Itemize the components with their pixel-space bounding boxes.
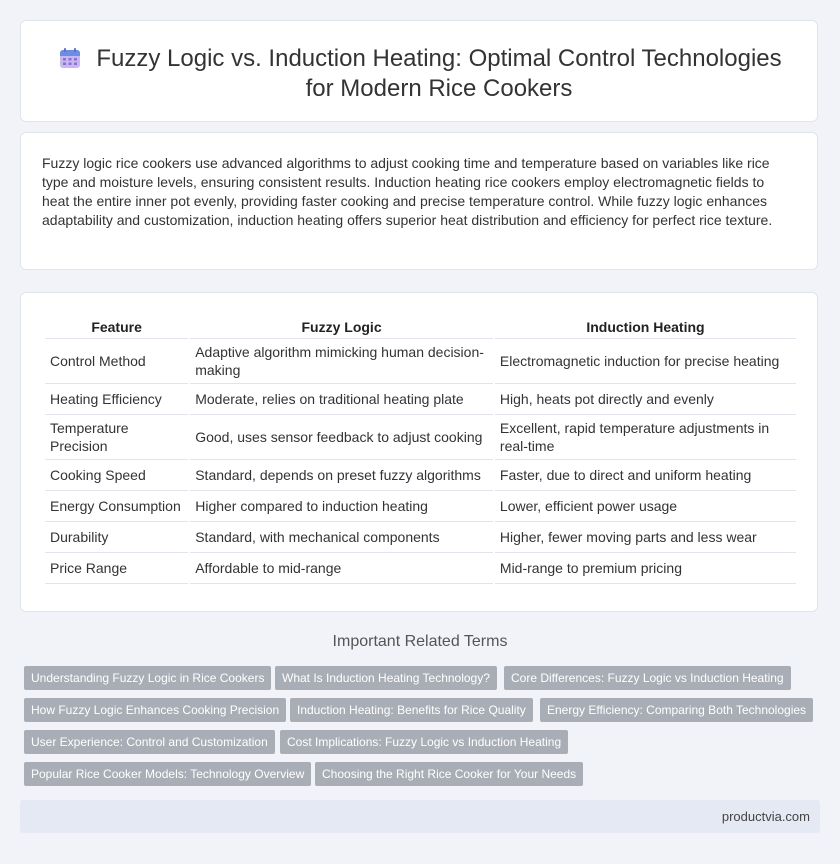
related-term-tag[interactable]: How Fuzzy Logic Enhances Cooking Precision — [24, 698, 286, 722]
comparison-table — [43, 315, 798, 584]
feature-cell: Cooking Speed — [45, 460, 188, 491]
related-term-tag[interactable]: Understanding Fuzzy Logic in Rice Cookers — [24, 666, 271, 690]
induction-heating-cell: Higher, fewer moving parts and less wear — [495, 522, 796, 553]
comparison-table-card — [20, 292, 818, 612]
table-row — [45, 415, 796, 460]
fuzzy-logic-cell: Higher compared to induction heating — [190, 491, 493, 522]
footer-site[interactable]: productvia.com — [721, 809, 810, 824]
related-terms-title: Important Related Terms — [332, 633, 508, 650]
induction-heating-cell: High, heats pot directly and evenly — [495, 384, 796, 415]
related-term-tag[interactable]: Cost Implications: Fuzzy Logic vs Induction Heating — [280, 730, 568, 754]
table-row — [45, 384, 796, 415]
fuzzy-logic-cell: Moderate, relies on traditional heating plate — [190, 384, 493, 415]
table-row — [45, 522, 796, 553]
fuzzy-logic-cell: Standard, with mechanical components — [190, 522, 493, 553]
induction-heating-cell: Lower, efficient power usage — [495, 491, 796, 522]
header-induction-heating: Induction Heating — [495, 315, 796, 339]
feature-cell: Temperature Precision — [45, 415, 188, 460]
related-term-tag[interactable]: Core Differences: Fuzzy Logic vs Induction Heating — [504, 666, 791, 690]
table-row — [45, 460, 796, 491]
intro-text: Fuzzy logic rice cookers use advanced algorithms to adjust cooking time and temperature based on variables like rice type and moisture levels, ensuring consistent results. Induction heating rice cookers employ electromagnetic fields to heat the entire inner pot evenly, providing faster cooking and precise temperature control. While fuzzy logic enhances adaptability and customization, induction heating offers superior heat distribution and efficiency for perfect rice texture. — [42, 155, 773, 228]
feature-cell: Price Range — [45, 553, 188, 584]
induction-heating-cell: Electromagnetic induction for precise heating — [495, 339, 796, 384]
table-header-row — [45, 315, 796, 339]
feature-cell: Energy Consumption — [45, 491, 188, 522]
related-term-tag[interactable]: Popular Rice Cooker Models: Technology Overview — [24, 762, 311, 786]
induction-heating-cell: Excellent, rapid temperature adjustments in real-time — [495, 415, 796, 460]
header-fuzzy-logic: Fuzzy Logic — [190, 315, 493, 339]
fuzzy-logic-cell: Affordable to mid-range — [190, 553, 493, 584]
related-term-tag[interactable]: Induction Heating: Benefits for Rice Quality — [290, 698, 533, 722]
calendar-icon — [59, 47, 81, 69]
feature-cell: Durability — [45, 522, 188, 553]
fuzzy-logic-cell: Adaptive algorithm mimicking human decision-making — [190, 339, 493, 384]
footer — [20, 800, 820, 833]
table-row — [45, 553, 796, 584]
table-row — [45, 491, 796, 522]
title-line-1: Fuzzy Logic vs. Induction Heating: Optimal Control Technologies — [96, 45, 782, 72]
table-row — [45, 339, 796, 384]
title-line-2: for Modern Rice Cookers — [305, 75, 573, 102]
feature-cell: Control Method — [45, 339, 188, 384]
intro-card — [20, 132, 818, 270]
induction-heating-cell: Mid-range to premium pricing — [495, 553, 796, 584]
induction-heating-cell: Faster, due to direct and uniform heating — [495, 460, 796, 491]
fuzzy-logic-cell: Good, uses sensor feedback to adjust cooking — [190, 415, 493, 460]
related-term-tag[interactable]: User Experience: Control and Customization — [24, 730, 275, 754]
feature-cell: Heating Efficiency — [45, 384, 188, 415]
table-body — [45, 339, 796, 584]
fuzzy-logic-cell: Standard, depends on preset fuzzy algorithms — [190, 460, 493, 491]
related-term-tag[interactable]: Choosing the Right Rice Cooker for Your Needs — [315, 762, 583, 786]
page-title — [81, 44, 797, 104]
related-term-tag[interactable]: What Is Induction Heating Technology? — [275, 666, 497, 690]
header-feature: Feature — [45, 315, 188, 339]
header-card — [20, 20, 818, 122]
related-term-tag[interactable]: Energy Efficiency: Comparing Both Technologies — [540, 698, 813, 722]
